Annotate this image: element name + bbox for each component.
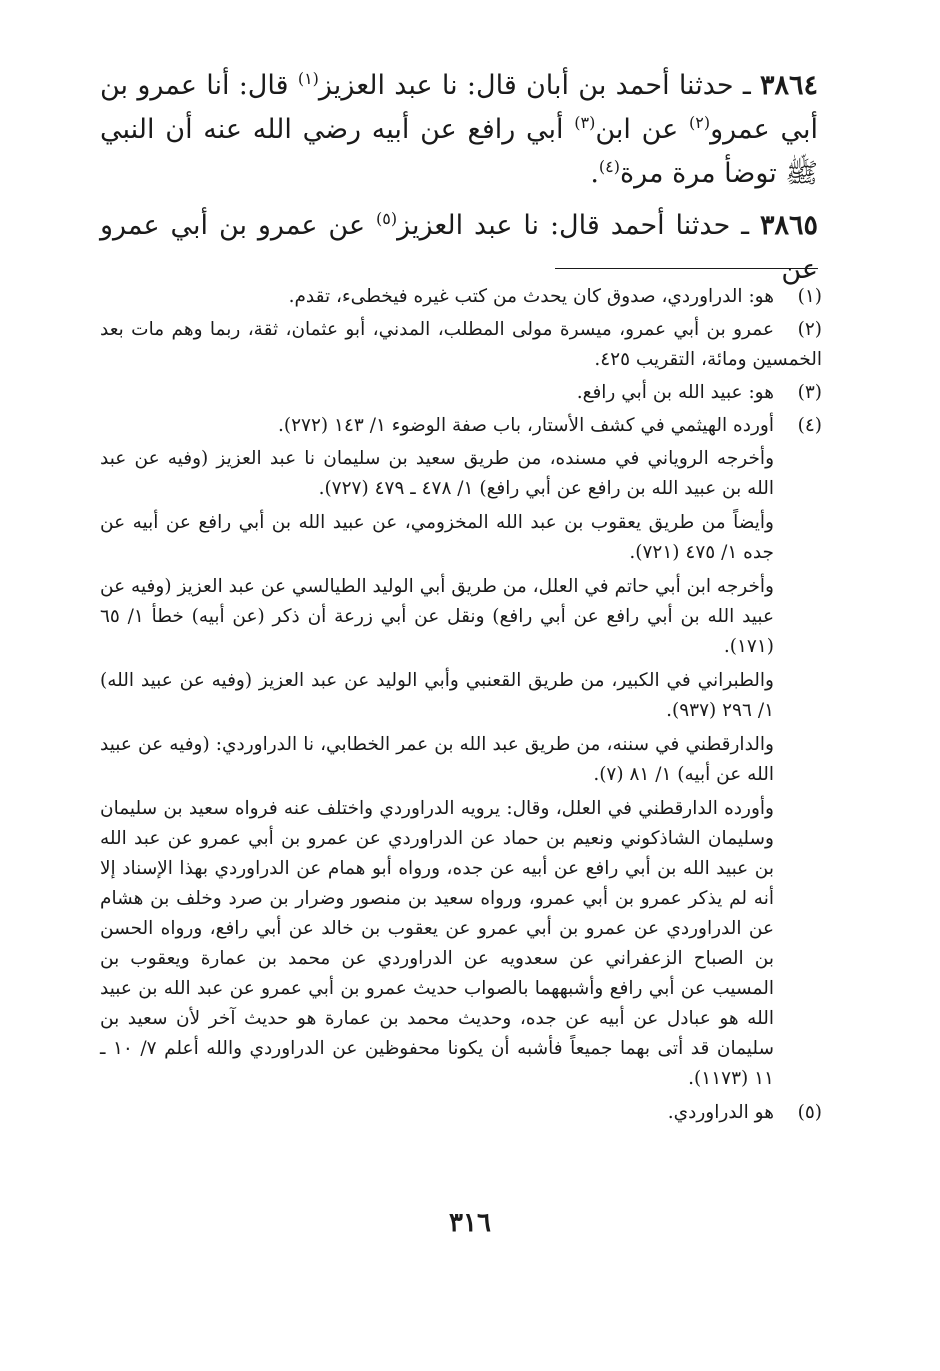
- footnote: [100, 282, 822, 312]
- footnote-text: هو الدراوردي.: [667, 1102, 774, 1123]
- footnote-number: (٣): [797, 382, 822, 403]
- footnote-text: هو: عبيد الله بن أبي رافع.: [576, 382, 774, 403]
- hadith-number: ٣٨٦٥: [759, 210, 818, 241]
- footnote-ref: (٢): [689, 113, 711, 132]
- footnote-paragraph: وأخرجه الروياني في مسنده، من طريق سعيد بن سليمان نا عبد العزيز (وفيه عن عبد الله بن عبيد الله بن رافع عن أبي رافع) ١/ ٤٧٨ ـ ٤٧٩ (٧٢٧).: [100, 448, 774, 499]
- footnote-paragraph: وأورده الدارقطني في العلل، وقال: يرويه الدراوردي واختلف عنه فرواه سعيد بن سليمان وسليمان الشاذكوني ونعيم بن حماد عن الدراوردي عن عمرو بن أبي عمرو عن عبد الله بن عبيد الله بن أبي رافع عن أبيه عن جده، ورواه أبو همام عن الدراوردي بهذا الإسناد إلا أنه لم يذكر عمرو بن أبي عمرو، ورواه سعيد بن منصور وضرار بن صرد وخلف بن هشام عن الدراوردي عن عمرو بن أبي عمرو عن يعقوب بن خالد عن أبي رافع، ورواه الحسن بن الصباح الزعفراني عن سعدويه عن الدراوردي عن محمد بن عمارة ويعقوب بن المسيب عن أبي رافع وأشبههما بالصواب حديث عمرو بن أبي عمرو عن عبد الله بن عبيد الله هو عبادل عن أبيه عن جده، وحديث محمد بن عمارة هو حديث آخر لأن سعيد بن سليمان قد أتى بهما جميعاً فأشبه أن يكونا محفوظين عن الدراوردي والله أعلم ٧/ ١٠ ـ ١١ (١١٧٣).: [100, 798, 774, 1089]
- footnote-number: (٤): [797, 415, 822, 436]
- hadith-text-part: قال: أنا عمرو بن أبي عمرو: [100, 70, 818, 145]
- footnote-ref: (٣): [574, 113, 596, 132]
- footnote-paragraph: والطبراني في الكبير، من طريق القعنبي وأبي الوليد عن عبد العزيز (وفيه عن عبيد الله) ١/ ٢٩٦ (٩٣٧).: [100, 670, 774, 721]
- footnote: [100, 1098, 822, 1128]
- hadith-3865: [100, 204, 818, 292]
- footnote-number: (١): [797, 286, 822, 307]
- hadith-text: [100, 64, 818, 300]
- footnote-text: عمرو بن أبي عمرو، ميسرة مولى المطلب، المدني، أبو عثمان، ثقة، ربما وهم مات بعد الخمسين ومائة، التقريب ٤٢٥.: [100, 319, 822, 370]
- footnote-divider: [555, 268, 818, 269]
- footnote-number: (٢): [797, 319, 822, 340]
- hadith-text-part: ـ حدثنا أحمد بن أبان قال: نا عبد العزيز: [318, 70, 751, 101]
- hadith-number: ٣٨٦٤: [759, 70, 818, 101]
- footnote-text: هو: الدراوردي، صدوق كان يحدث من كتب غيره فيخطىء، تقدم.: [288, 286, 774, 307]
- footnote-paragraph: والدارقطني في سننه، من طريق عبد الله بن عمر الخطابي، نا الدراوردي: (وفيه عن عبيد الله عن أبيه) ١/ ٨١ (٧).: [100, 734, 774, 785]
- footnote-ref: (٤): [598, 157, 620, 176]
- footnote-number: (٥): [797, 1102, 822, 1123]
- hadith-text-part: ـ حدثنا أحمد قال: نا عبد العزيز: [397, 210, 750, 241]
- footnote-ref: (٥): [375, 209, 398, 228]
- page-number: ٣١٦: [449, 1208, 491, 1238]
- hadith-text-part: عن ابن: [595, 114, 689, 145]
- footnote-text: أورده الهيثمي في كشف الأستار، باب صفة الوضوء ١/ ١٤٣ (٢٧٢).: [278, 415, 774, 436]
- footnotes: [100, 282, 822, 1131]
- footnote-ref: (١): [297, 69, 319, 88]
- footnote: [100, 378, 822, 408]
- footnote-paragraph: وأيضاً من طريق يعقوب بن عبد الله المخزومي، عن عبيد الله بن أبي رافع عن أبيه عن جده ١/ ٤٧٥ (٧٢١).: [100, 512, 774, 563]
- footnote-paragraph: وأخرجه ابن أبي حاتم في العلل، من طريق أبي الوليد الطيالسي عن عبد العزيز (وفيه عن عبيد الله بن أبي رافع عن أبي رافع) ونقل عن أبي زرعة أن ذكر (عن أبيه) خطأ ١/ ٦٥ (١٧١).: [100, 576, 774, 657]
- hadith-text-part: عن عمرو بن أبي عمرو عن: [100, 210, 818, 285]
- hadith-3864: [100, 64, 818, 196]
- hadith-text-part: أبي رافع عن أبيه رضي الله عنه أن النبي ﷺ توضأ مرة مرة: [100, 114, 818, 189]
- footnote: [100, 411, 822, 441]
- hadith-text-part: .: [590, 158, 599, 189]
- footnote: [100, 315, 822, 375]
